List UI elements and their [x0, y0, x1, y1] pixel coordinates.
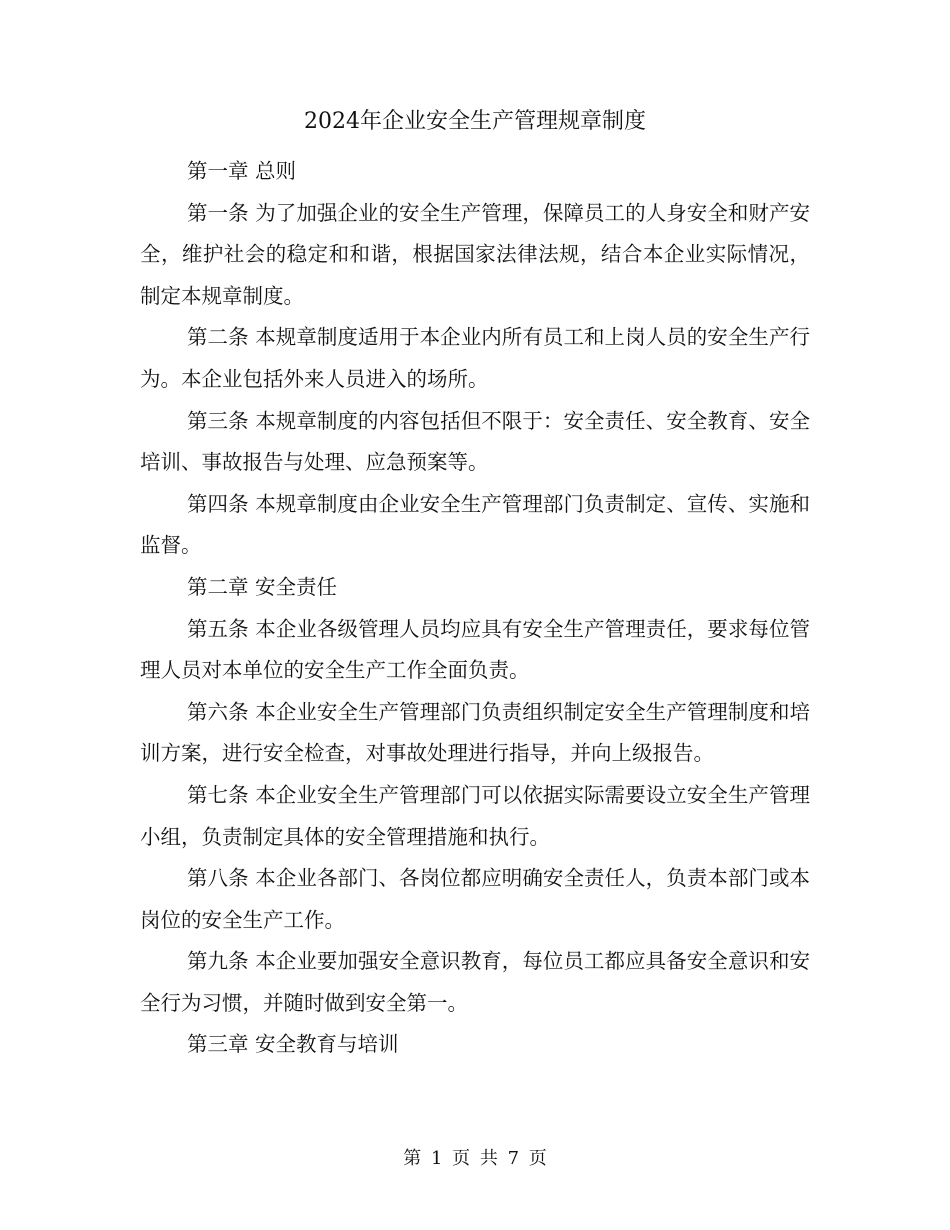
chapter-heading: 第三章 安全教育与培训	[187, 1032, 399, 1057]
article-paragraph: 第四条 本规章制度由企业安全生产管理部门负责制定、宣传、实施和监督。	[140, 491, 810, 558]
article-paragraph: 第七条 本企业安全生产管理部门可以依据实际需要设立安全生产管理小组，负责制定具体的安全管理措施和执行。	[140, 782, 810, 849]
document-body	[140, 151, 810, 1066]
article-paragraph: 第一条 为了加强企业的安全生产管理，保障员工的人身安全和财产安全，维护社会的稳定和和谐，根据国家法律法规，结合本企业实际情况，制定本规章制度。	[140, 200, 810, 308]
chapter-heading: 第二章 安全责任	[187, 574, 338, 599]
document-title: 2024年企业安全生产管理规章制度	[304, 109, 646, 134]
page-number-footer: 第 1 页 共 7 页	[403, 1148, 547, 1169]
article-paragraph: 第五条 本企业各级管理人员均应具有安全生产管理责任，要求每位管理人员对本单位的安全生产工作全面负责。	[140, 616, 810, 683]
article-paragraph: 第三条 本规章制度的内容包括但不限于：安全责任、安全教育、安全培训、事故报告与处理、应急预案等。	[140, 408, 810, 475]
article-paragraph: 第九条 本企业要加强安全意识教育，每位员工都应具备安全意识和安全行为习惯，并随时做到安全第一。	[140, 949, 810, 1015]
article-paragraph: 第八条 本企业各部门、各岗位都应明确安全责任人，负责本部门或本岗位的安全生产工作。	[140, 866, 810, 932]
article-paragraph: 第六条 本企业安全生产管理部门负责组织制定安全生产管理制度和培训方案，进行安全检查，对事故处理进行指导，并向上级报告。	[140, 699, 810, 766]
chapter-heading: 第一章 总则	[187, 159, 297, 183]
article-paragraph: 第二条 本规章制度适用于本企业内所有员工和上岗人员的安全生产行为。本企业包括外来人员进入的场所。	[140, 325, 810, 391]
